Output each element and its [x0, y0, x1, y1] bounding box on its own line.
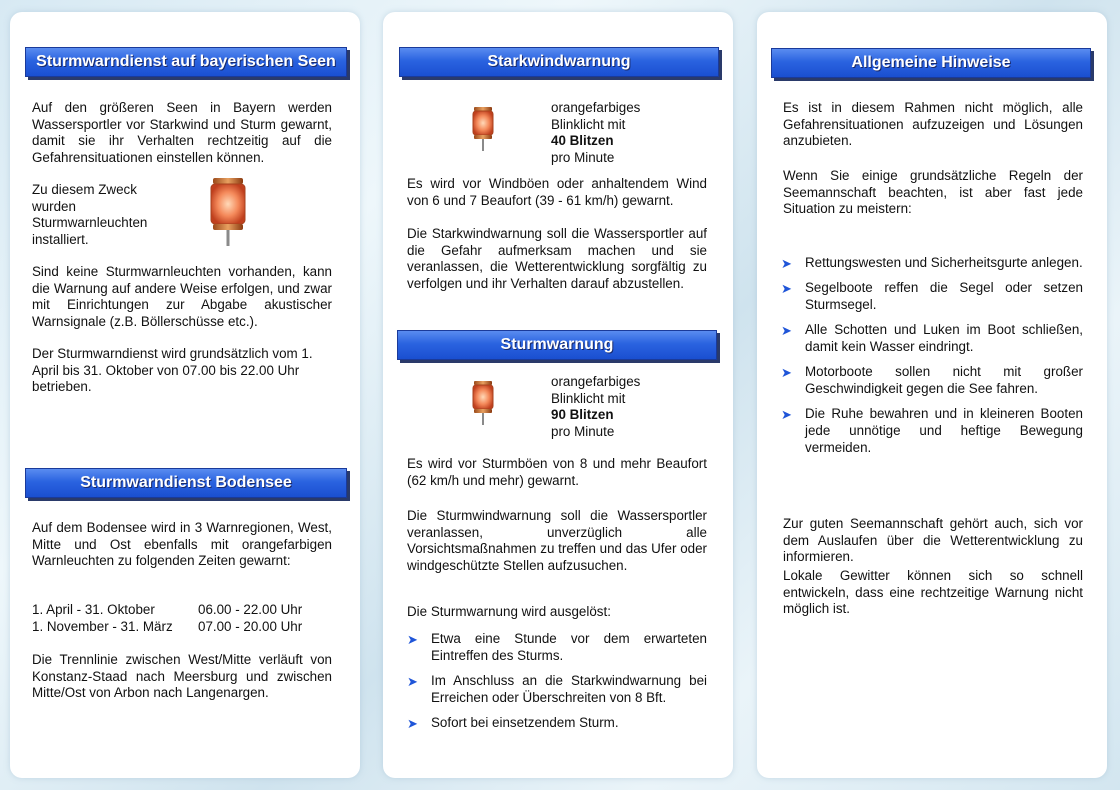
arrow-bullet-icon: ➤	[407, 716, 418, 731]
arrow-bullet-icon: ➤	[781, 256, 792, 271]
paragraph-storm-trigger: Die Sturmwarnung wird ausgelöst:	[407, 604, 611, 619]
section-heading-bavarian-lakes: Sturmwarndienst auf bayerischen Seen	[25, 47, 347, 77]
seamanship-rules-list	[781, 254, 1083, 464]
list-item: ➤ Segelboote reffen die Segel oder setzen Sturmsegel.	[781, 280, 1083, 312]
arrow-bullet-icon: ➤	[781, 281, 792, 296]
paragraph-operating-times: Der Sturmwarndienst wird grundsätzlich vom 1. April bis 31. Oktober von 07.00 bis 22.00 Uhr betrieben.	[32, 346, 313, 394]
list-item: ➤ Rettungswesten und Sicherheitsgurte anlegen.	[781, 255, 1083, 271]
paragraph-strong-wind-range: Es wird vor Windböen oder anhaltendem Wind von 6 und 7 Beaufort (39 - 61 km/h) gewarnt.	[407, 176, 707, 208]
panel-general-advice	[757, 12, 1107, 778]
panel-wind-warnings	[383, 12, 733, 778]
paragraph-local-thunderstorms: Lokale Gewitter können sich so schnell entwickeln, dass eine rechtzeitige Warnung nicht möglich ist.	[783, 568, 1083, 616]
section-heading-general-advice: Allgemeine Hinweise	[771, 48, 1091, 78]
section-heading-lake-constance: Sturmwarndienst Bodensee	[25, 468, 347, 498]
arrow-bullet-icon: ➤	[781, 365, 792, 380]
flash-count: 40 Blitzen	[551, 133, 614, 148]
storm-trigger-list	[407, 630, 707, 739]
flash-count: 90 Blitzen	[551, 407, 614, 422]
list-item: ➤ Motorboote sollen nicht mit großer Geschwindigkeit gegen die See fahren.	[781, 364, 1083, 396]
paragraph-intro: Auf den größeren Seen in Bayern werden Wassersportler vor Starkwind und Sturm gewarnt, damit sie ihr Verhalten rechtzeitig auf die Gefahrensituationen einstellen können.	[32, 100, 332, 165]
paragraph-weather-info: Zur guten Seemannschaft gehört auch, sich vor dem Auslaufen über die Wetterentwicklung zu informieren.	[783, 516, 1083, 564]
storm-lamp-description: orangefarbiges Blinklicht mit 90 Blitzen pro Minute	[551, 374, 711, 440]
storm-lamp-icon	[471, 380, 495, 426]
paragraph-storm-purpose: Die Sturmwindwarnung soll die Wassersportler veranlassen, unverzüglich alle Vorsichtsmaßnahmen zu treffen und das Ufer oder windgeschützte Stellen aufzusuchen.	[407, 508, 707, 573]
arrow-bullet-icon: ➤	[407, 674, 418, 689]
list-item: ➤ Die Ruhe bewahren und in kleineren Booten jede unnötige und heftige Bewegung vermeiden.	[781, 406, 1083, 455]
arrow-bullet-icon: ➤	[781, 323, 792, 338]
list-item: ➤ Sofort bei einsetzendem Sturm.	[407, 715, 619, 731]
warning-times-table	[32, 602, 332, 635]
section-heading-storm: Sturmwarnung	[397, 330, 717, 360]
paragraph-advice-intro: Es ist in diesem Rahmen nicht möglich, alle Gefahrensituationen aufzuzeigen und Lösungen anzubieten.	[783, 100, 1083, 148]
section-heading-strong-wind: Starkwindwarnung	[399, 47, 719, 77]
arrow-bullet-icon: ➤	[407, 632, 418, 647]
paragraph-lamps-installed: Zu diesem Zweck wurden Sturmwarnleuchten installiert.	[32, 182, 148, 247]
arrow-bullet-icon: ➤	[781, 407, 792, 422]
list-item: ➤ Alle Schotten und Luken im Boot schließen, damit kein Wasser eindringt.	[781, 322, 1083, 354]
paragraph-storm-range: Es wird vor Sturmböen von 8 und mehr Beaufort (62 km/h und mehr) gewarnt.	[407, 456, 707, 488]
strong-wind-lamp-icon	[471, 106, 495, 152]
paragraph-dividing-lines: Die Trennlinie zwischen West/Mitte verläuft von Konstanz-Staad nach Meersburg und zwischen Mitte/Ost von Arbon nach Langenargen.	[32, 652, 332, 700]
paragraph-seamanship-rules: Wenn Sie einige grundsätzliche Regeln der Seemannschaft beachten, ist aber fast jede Situation zu meistern:	[783, 168, 1083, 216]
times-row: 1. November - 31. März 07.00 - 20.00 Uhr	[32, 618, 303, 634]
paragraph-strong-wind-purpose: Die Starkwindwarnung soll die Wassersportler auf die Gefahr aufmerksam machen und sie veranlassen, die Wetterentwicklung sorgfältig zu verfolgen und ihr Verhalten darauf abzustellen.	[407, 226, 707, 291]
paragraph-warning-regions: Auf dem Bodensee wird in 3 Warnregionen, West, Mitte und Ost ebenfalls mit orangefarbigen Warnleuchten zu folgenden Zeiten gewarnt:	[32, 520, 332, 568]
paragraph-acoustic-signals: Sind keine Sturmwarnleuchten vorhanden, kann die Warnung auf andere Weise erfolgen, und zwar mit Einrichtungen zur Abgabe akustischer Warnsignale (z.B. Böllerschüsse etc.).	[32, 264, 332, 329]
panel-bavarian-lakes	[10, 12, 360, 778]
strong-wind-lamp-description: orangefarbiges Blinklicht mit 40 Blitzen pro Minute	[551, 100, 711, 166]
storm-warning-lamp-icon	[206, 176, 250, 248]
list-item: ➤ Etwa eine Stunde vor dem erwarteten Eintreffen des Sturms.	[407, 631, 707, 663]
times-row: 1. April - 31. Oktober 06.00 - 22.00 Uhr	[32, 602, 303, 617]
list-item: ➤ Im Anschluss an die Starkwindwarnung bei Erreichen oder Überschreiten von 8 Bft.	[407, 673, 707, 705]
